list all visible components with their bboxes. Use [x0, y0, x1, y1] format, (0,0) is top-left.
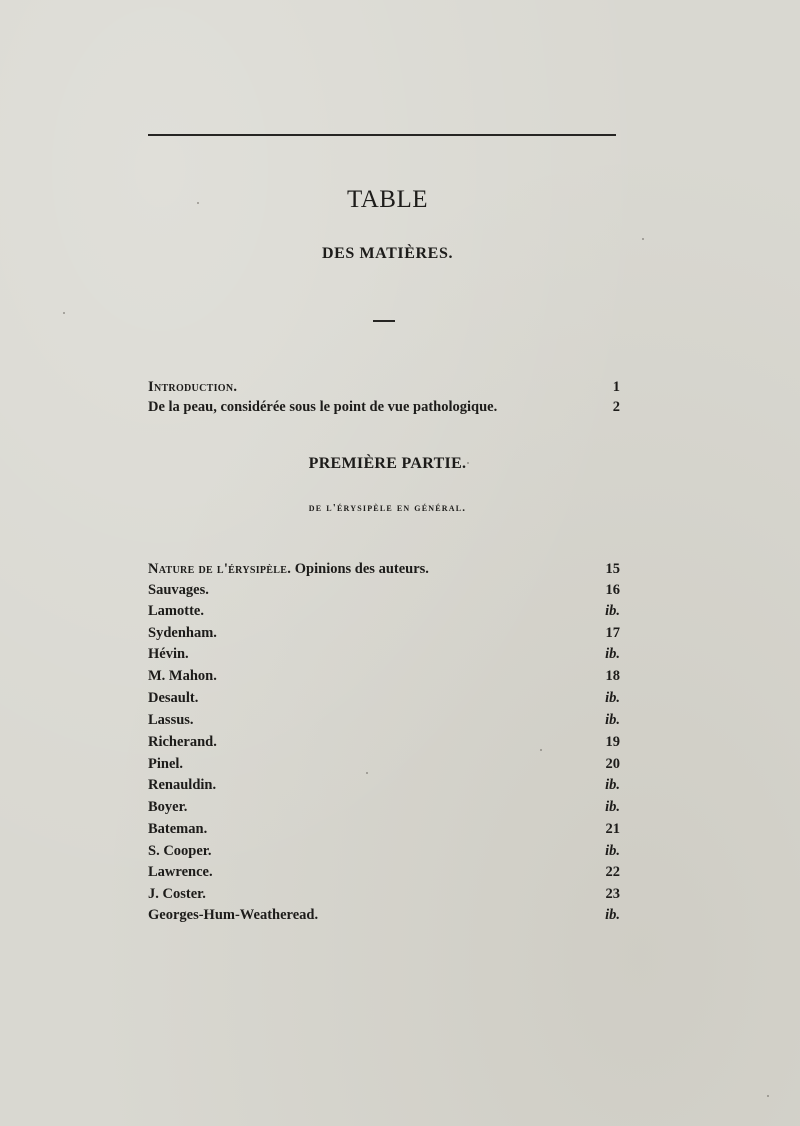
toc-entry-lead: Nature de l'érysipèle.	[148, 561, 292, 577]
toc-entry	[148, 646, 620, 667]
toc-page-number: 16	[605, 582, 620, 598]
toc-entry	[148, 582, 620, 603]
page-title: TABLE	[346, 186, 429, 213]
separator-dash	[373, 320, 395, 322]
toc-entry-label: Sauvages.	[148, 582, 209, 598]
toc-entry-label: De la peau, considérée sous le point de vue pathologique.	[148, 399, 498, 415]
toc-entry-label: Boyer.	[148, 799, 188, 815]
toc-entry	[148, 907, 620, 928]
toc-page-number: 2	[612, 399, 620, 415]
paper-speck	[467, 462, 469, 464]
toc-entry-label: Bateman.	[148, 821, 208, 837]
toc-entry-label: Richerand.	[148, 734, 217, 750]
part-subtitle: de l'érysipèle en général.	[308, 502, 467, 514]
toc-entry	[148, 886, 620, 907]
toc-entry-label: S. Cooper.	[148, 843, 212, 859]
paper-speck	[767, 1095, 769, 1097]
toc-entry	[148, 756, 620, 777]
part-title: PREMIÈRE PARTIE.	[308, 455, 467, 472]
toc-page-number: ib.	[605, 799, 620, 815]
paper-speck	[197, 202, 199, 204]
toc-page-number: 20	[605, 756, 620, 772]
toc-entry	[148, 603, 620, 624]
toc-entry	[148, 668, 620, 689]
toc-entry	[148, 625, 620, 646]
toc-entry	[148, 799, 620, 820]
toc-page-number: ib.	[605, 690, 620, 706]
toc-entry-label: Lawrence.	[148, 864, 213, 880]
toc-page-number: 23	[605, 886, 620, 902]
toc-entry-label: Pinel.	[148, 756, 184, 772]
toc-entry-introduction	[148, 379, 620, 400]
toc-page-number: ib.	[605, 712, 620, 728]
toc-entry	[148, 777, 620, 798]
toc-entry-label: Opinions des auteurs.	[291, 561, 429, 577]
toc-entry-label: J. Coster.	[148, 886, 206, 902]
toc-page-number: 18	[605, 668, 620, 684]
toc-page-number: 1	[612, 379, 620, 395]
toc-entry	[148, 864, 620, 885]
paper-speck	[540, 749, 542, 751]
toc-page-number: ib.	[605, 603, 620, 619]
paper-speck	[366, 772, 368, 774]
toc-entry-peau	[148, 399, 620, 420]
toc-entry-label: Lassus.	[148, 712, 194, 728]
toc-entry-label: Renauldin.	[148, 777, 217, 793]
toc-entry	[148, 843, 620, 864]
toc-page-number: ib.	[605, 646, 620, 662]
toc-entry-label: M. Mahon.	[148, 668, 217, 684]
toc-entry	[148, 561, 620, 582]
header-rule	[148, 134, 616, 136]
toc-entry	[148, 690, 620, 711]
toc-entry-label: Introduction.	[148, 379, 238, 395]
toc-page-number: 22	[605, 864, 620, 880]
toc-page-number: ib.	[605, 777, 620, 793]
toc-entry	[148, 712, 620, 733]
toc-entry-label: Georges-Hum-Weatheread.	[148, 907, 319, 923]
toc-page-number: 19	[605, 734, 620, 750]
toc-page-number: ib.	[605, 843, 620, 859]
toc-entry	[148, 821, 620, 842]
toc-entry-label: Desault.	[148, 690, 199, 706]
toc-entry-label: Lamotte.	[148, 603, 204, 619]
toc-entry-label: Sydenham.	[148, 625, 217, 641]
toc-page-number: 21	[605, 821, 620, 837]
page-subtitle: DES MATIÈRES.	[321, 245, 454, 262]
toc-page-number: 15	[605, 561, 620, 577]
paper-speck	[63, 312, 65, 314]
toc-entry	[148, 734, 620, 755]
paper-speck	[642, 238, 644, 240]
toc-page-number: ib.	[605, 907, 620, 923]
toc-entry-label: Hévin.	[148, 646, 189, 662]
toc-page-number: 17	[605, 625, 620, 641]
